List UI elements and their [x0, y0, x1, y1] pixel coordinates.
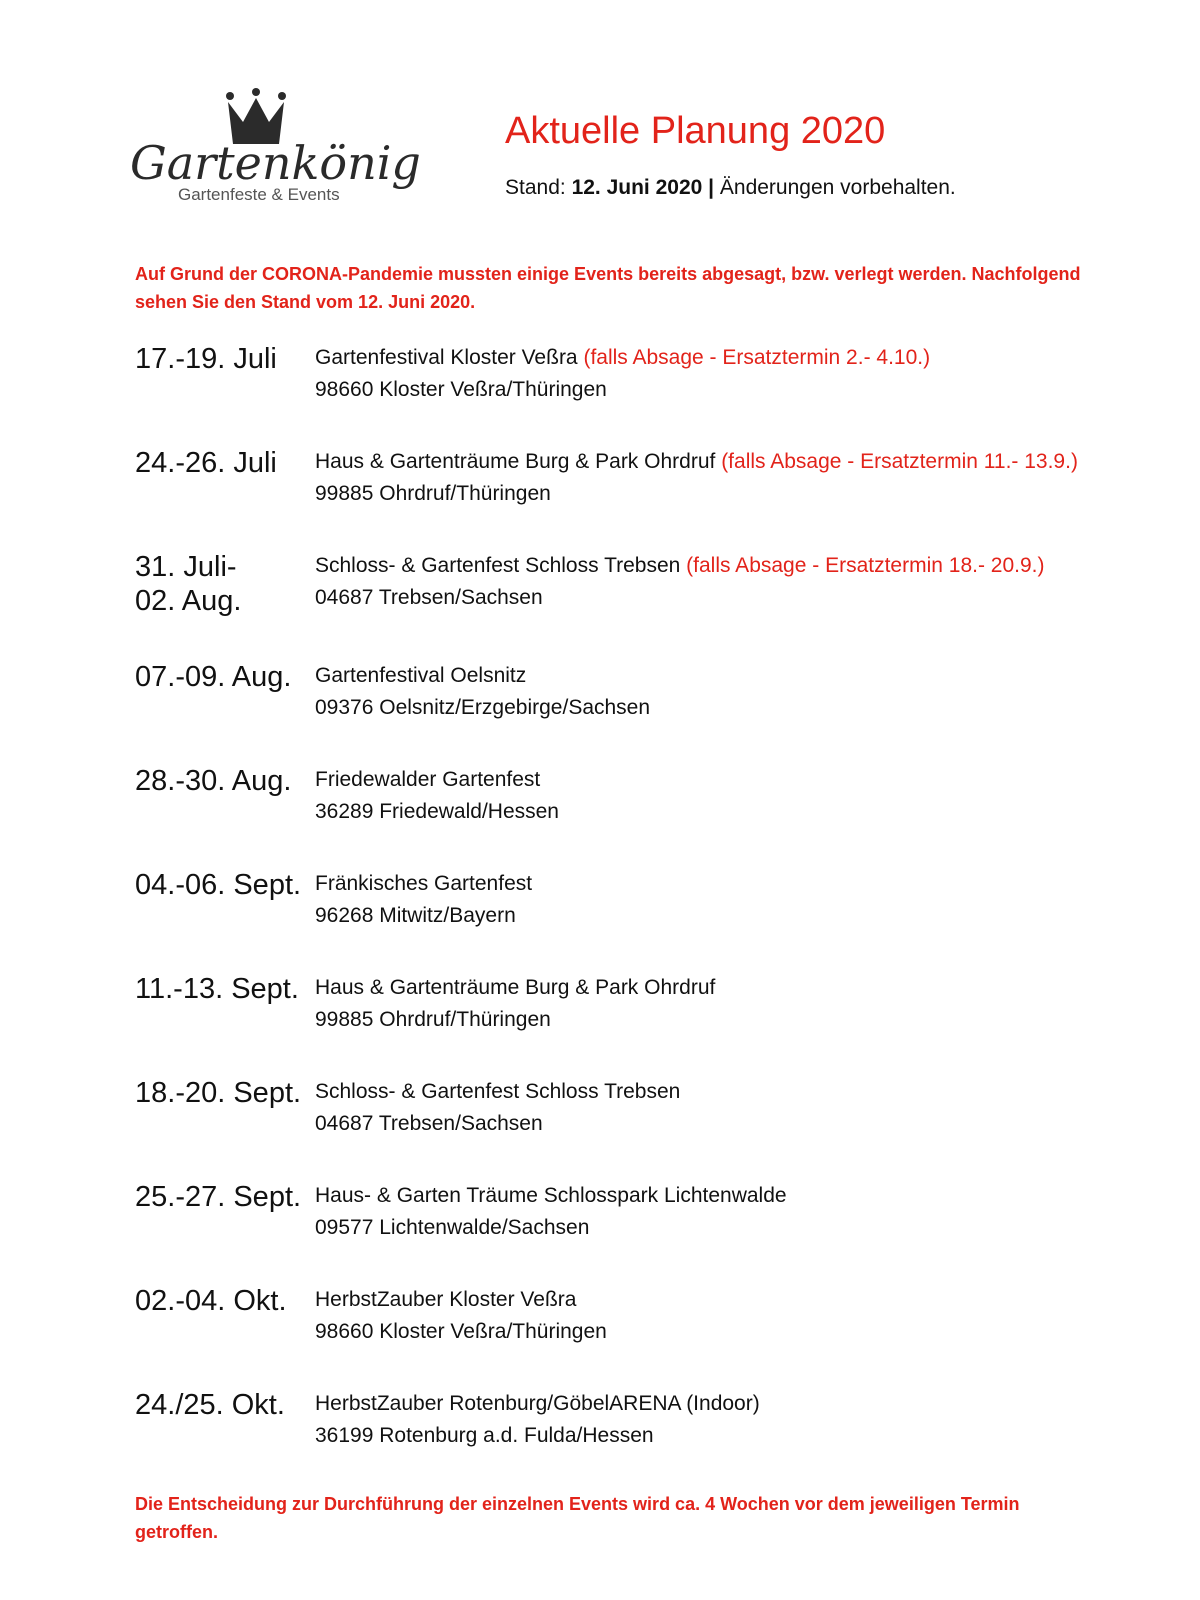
stand-note: Änderungen vorbehalten.: [719, 176, 956, 199]
event-location: 98660 Kloster Veßra/Thüringen: [315, 378, 607, 401]
event-item: [135, 972, 1135, 1076]
event-note: (falls Absage - Ersatztermin 18.- 20.9.): [686, 554, 1045, 577]
event-title: Haus & Gartenträume Burg & Park Ohrdruf: [315, 976, 716, 999]
event-location: 36199 Rotenburg a.d. Fulda/Hessen: [315, 1424, 654, 1447]
event-item: [135, 1076, 1135, 1180]
stand-separator: |: [708, 176, 715, 199]
event-title: Friedewalder Gartenfest: [315, 768, 541, 791]
event-item: [135, 868, 1135, 972]
event-title: Schloss- & Gartenfest Schloss Trebsen: [315, 1080, 681, 1103]
event-date: 24.-26. Juli: [135, 447, 277, 479]
event-info: [315, 764, 1175, 828]
logo-tagline: Gartenfeste & Events: [178, 185, 340, 204]
event-title: HerbstZauber Kloster Veßra: [315, 1288, 577, 1311]
decision-notice: Die Entscheidung zur Durchführung der einzelnen Events wird ca. 4 Wochen vor dem jeweiligen Termin getroffen.: [135, 1494, 1020, 1542]
event-location: 96268 Mitwitz/Bayern: [315, 904, 516, 927]
page-title: Aktuelle Planung 2020: [505, 110, 886, 152]
event-info: [315, 446, 1175, 510]
event-date: 02.-04. Okt.: [135, 1285, 287, 1317]
event-location: 36289 Friedewald/Hessen: [315, 800, 559, 823]
event-date: 31. Juli- 02. Aug.: [135, 551, 242, 617]
event-item: [135, 1284, 1135, 1388]
event-info: [315, 342, 1175, 406]
stand-date: 12. Juni 2020: [571, 176, 703, 199]
event-date: 04.-06. Sept.: [135, 869, 302, 901]
event-info: [315, 868, 1175, 932]
logo-brand: Gartenkönig: [130, 136, 421, 190]
event-date: 17.-19. Juli: [135, 343, 277, 375]
event-title: Haus & Gartenträume Burg & Park Ohrdruf: [315, 450, 716, 473]
event-title: Gartenfestival Kloster Veßra: [315, 346, 578, 369]
event-item: [135, 1388, 1135, 1492]
event-title: Fränkisches Gartenfest: [315, 872, 533, 895]
event-title: Gartenfestival Oelsnitz: [315, 664, 527, 687]
stand-line: [505, 176, 956, 200]
event-item: [135, 660, 1135, 764]
event-item: [135, 550, 1135, 660]
event-title-line: [315, 342, 1175, 374]
event-title: Haus- & Garten Träume Schlosspark Lichtenwalde: [315, 1184, 787, 1207]
event-note: (falls Absage - Ersatztermin 11.- 13.9.): [721, 450, 1078, 473]
event-date: 28.-30. Aug.: [135, 765, 292, 797]
event-info: [315, 1388, 1175, 1452]
event-date: 07.-09. Aug.: [135, 661, 292, 693]
event-location: 04687 Trebsen/Sachsen: [315, 1112, 543, 1135]
event-location: 04687 Trebsen/Sachsen: [315, 586, 543, 609]
event-item: [135, 1180, 1135, 1284]
event-item: [135, 342, 1135, 446]
event-note: (falls Absage - Ersatztermin 2.- 4.10.): [583, 346, 931, 369]
event-date: 24./25. Okt.: [135, 1389, 285, 1421]
event-location: 09577 Lichtenwalde/Sachsen: [315, 1216, 590, 1239]
event-date: 25.-27. Sept.: [135, 1181, 302, 1213]
event-info: [315, 972, 1175, 1036]
event-info: [315, 550, 1175, 614]
event-location: 99885 Ohrdruf/Thüringen: [315, 482, 551, 505]
event-info: [315, 1284, 1175, 1348]
event-item: [135, 764, 1135, 868]
event-location: 98660 Kloster Veßra/Thüringen: [315, 1320, 607, 1343]
event-info: [315, 660, 1175, 724]
event-location: 99885 Ohrdruf/Thüringen: [315, 1008, 551, 1031]
stand-label: Stand:: [505, 176, 566, 199]
event-title: HerbstZauber Rotenburg/GöbelARENA (Indoor): [315, 1392, 760, 1415]
event-date: 18.-20. Sept.: [135, 1077, 302, 1109]
event-title-line: [315, 550, 1175, 582]
event-info: [315, 1180, 1175, 1244]
event-info: [315, 1076, 1175, 1140]
event-list: [135, 342, 1135, 1492]
event-title-line: [315, 446, 1175, 478]
event-item: [135, 446, 1135, 550]
corona-notice: Auf Grund der CORONA-Pandemie mussten einige Events bereits abgesagt, bzw. verlegt werden. Nachfolgend sehen Sie den Stand vom 12. Juni 2020.: [135, 264, 1081, 312]
logo: [130, 88, 421, 218]
event-location: 09376 Oelsnitz/Erzgebirge/Sachsen: [315, 696, 651, 719]
event-date: 11.-13. Sept.: [135, 973, 299, 1005]
event-title: Schloss- & Gartenfest Schloss Trebsen: [315, 554, 681, 577]
